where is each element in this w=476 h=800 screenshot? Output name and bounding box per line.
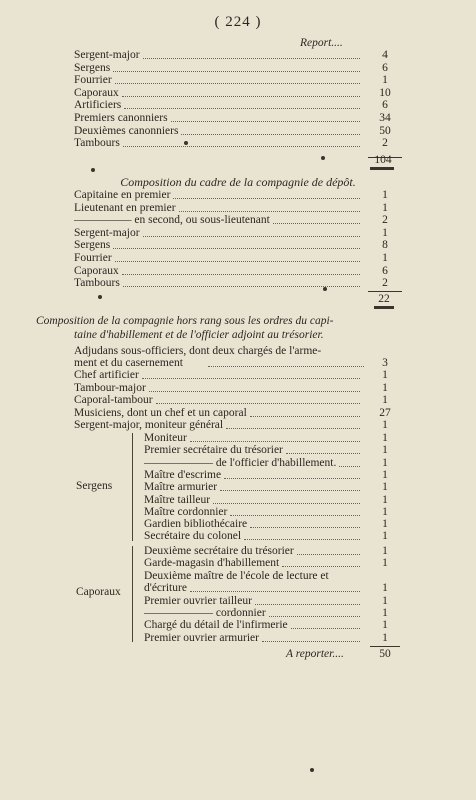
ledger-row <box>0 444 476 457</box>
ledger-row <box>0 277 476 290</box>
ledger-value: 1 <box>382 394 388 407</box>
ledger-label: Maître d'escrime <box>144 468 222 481</box>
ledger-label: Caporaux <box>74 264 119 277</box>
ledger-row <box>0 99 476 112</box>
leader-dots <box>113 62 360 72</box>
section3-intro-line1: Adjudans sous-officiers, dont deux chargés de l'arme- <box>74 345 322 357</box>
ledger-value: 1 <box>382 582 388 595</box>
ledger-label: Musiciens, dont un chef et un caporal <box>74 406 247 419</box>
ledger-value: 1 <box>382 419 388 432</box>
ledger-value: 1 <box>382 631 388 644</box>
carry-forward-row <box>0 648 476 661</box>
ledger-row <box>0 457 476 470</box>
ledger-row <box>0 557 476 570</box>
ledger-row <box>0 607 476 620</box>
ledger-row <box>0 252 476 265</box>
ledger-label: Maître tailleur <box>144 493 211 506</box>
ledger-label: d'écriture <box>144 582 187 595</box>
leader-dots <box>339 457 360 467</box>
ledger-row <box>0 394 476 407</box>
ledger-value: 1 <box>382 74 388 87</box>
ledger-label: Maître cordonnier <box>144 505 228 518</box>
caporaux-group-label: Caporaux <box>76 586 121 598</box>
ledger-value: 1 <box>382 619 388 632</box>
ledger-label: Sergens <box>74 61 111 74</box>
leader-dots <box>250 407 360 417</box>
ledger-label: Maître armurier <box>144 481 218 494</box>
ledger-value: 1 <box>382 468 388 481</box>
ledger-value: 1 <box>382 607 388 619</box>
ledger-label: Lieutenant en premier <box>74 201 176 214</box>
ledger-label: Premier secrétaire du trésorier <box>144 444 283 457</box>
ledger-label: Secrétaire du colonel <box>144 530 242 543</box>
ledger-row <box>0 619 476 632</box>
ink-spot <box>184 141 188 145</box>
sergens-group-label: Sergens <box>76 480 113 492</box>
ledger-value: 4 <box>382 49 388 61</box>
ledger-label: Sergent-major <box>74 226 140 239</box>
ledger-row <box>0 369 476 382</box>
leader-dots <box>143 49 360 59</box>
ledger-value: 6 <box>382 99 388 112</box>
ledger-value: 6 <box>382 264 388 277</box>
leader-dots <box>190 432 360 442</box>
ledger-label: ————— en second, ou sous-lieutenant <box>74 214 270 227</box>
ledger-value: 1 <box>382 252 388 264</box>
ledger-row <box>0 570 476 583</box>
leader-dots <box>179 202 360 212</box>
ledger-value: 1 <box>382 594 388 607</box>
leader-dots <box>115 74 360 84</box>
ledger-row <box>0 518 476 531</box>
ledger-row <box>0 74 476 87</box>
ledger-value: 1 <box>382 444 388 457</box>
ledger-value: 1 <box>382 493 388 506</box>
ledger-label: Sergens <box>74 239 111 252</box>
carry-forward-label: A reporter.... <box>286 648 344 660</box>
leader-dots <box>269 607 360 617</box>
ledger-row <box>0 494 476 507</box>
leader-dots <box>123 277 360 287</box>
section3-heading-line2: taine d'habillement et de l'officier adjoint au trésorier. <box>74 329 324 341</box>
ledger-row <box>0 202 476 215</box>
ledger-value: 8 <box>382 239 388 252</box>
ledger-label: Caporal-tambour <box>74 394 153 407</box>
ledger-value: 1 <box>382 432 388 444</box>
leader-dots <box>273 214 360 224</box>
ledger-value: 1 <box>382 530 388 543</box>
ledger-label: Tambour-major <box>74 381 146 394</box>
ledger-label: Premier ouvrier armurier <box>144 631 259 644</box>
ledger-row <box>0 582 476 595</box>
leader-dots <box>173 189 360 199</box>
ledger-value: 2 <box>382 214 388 227</box>
ledger-value: 1 <box>382 381 388 394</box>
page-number: ( 224 ) <box>214 14 262 30</box>
ledger-row <box>0 227 476 240</box>
leader-dots <box>244 530 360 540</box>
leader-dots <box>208 357 364 367</box>
leader-dots <box>224 469 360 479</box>
ledger-value: 1 <box>382 505 388 518</box>
leader-dots <box>171 112 360 122</box>
ledger-value: 6 <box>382 61 388 74</box>
ledger-row <box>0 419 476 432</box>
ink-spot <box>323 287 327 291</box>
ledger-row <box>0 239 476 252</box>
ledger-row <box>0 432 476 445</box>
ledger-label: Deuxième secrétaire du trésorier <box>144 545 294 557</box>
ledger-value: 1 <box>382 545 388 557</box>
ledger-row <box>0 214 476 227</box>
leader-dots <box>156 394 360 404</box>
leader-dots <box>143 227 360 237</box>
leader-dots <box>230 506 360 516</box>
ledger-label: Fourrier <box>74 252 112 264</box>
ledger-label: Sergent-major <box>74 49 140 61</box>
ledger-label: Chargé du détail de l'infirmerie <box>144 619 288 632</box>
ledger-row <box>0 481 476 494</box>
ledger-row <box>0 62 476 75</box>
section3-intro-line2: ment et du casernement <box>74 357 183 369</box>
carry-forward-value: 50 <box>379 648 391 660</box>
ledger-label: Capitaine en premier <box>74 189 171 201</box>
section3-heading-line1: Composition de la compagnie hors rang sous les ordres du capi- <box>36 315 334 327</box>
total-underline <box>374 306 394 309</box>
ledger-row <box>0 189 476 202</box>
leader-dots <box>291 619 360 629</box>
leader-dots <box>115 252 360 262</box>
total-rule <box>368 291 402 292</box>
leader-dots <box>181 125 360 135</box>
ledger-value: 50 <box>379 124 391 137</box>
ledger-row <box>0 407 476 420</box>
ledger-label: Artificiers <box>74 99 122 112</box>
ledger-label: Chef artificier <box>74 369 139 381</box>
ledger-label: Premiers canonniers <box>74 112 168 124</box>
ledger-value: 1 <box>382 201 388 214</box>
ledger-row <box>0 265 476 278</box>
leader-dots <box>113 239 360 249</box>
ink-spot <box>310 768 314 772</box>
ledger-label: Gardien bibliothécaire <box>144 518 248 531</box>
leader-dots <box>282 557 360 567</box>
ink-spot <box>98 295 102 299</box>
section3-intro-value: 3 <box>382 357 388 369</box>
ledger-label: Caporaux <box>74 86 119 99</box>
ledger-value: 1 <box>382 481 388 494</box>
leader-dots <box>149 382 360 392</box>
ledger-value: 1 <box>382 518 388 531</box>
section2-heading: Composition du cadre de la compagnie de dépôt. <box>120 175 356 189</box>
ledger-label: Garde-magasin d'habillement <box>144 557 280 570</box>
leader-dots <box>123 137 360 147</box>
ledger-row <box>0 112 476 125</box>
section1-total <box>0 154 476 167</box>
total-underline <box>370 167 394 170</box>
section1-total-value: 104 <box>374 154 392 166</box>
ledger-value: 1 <box>382 369 388 381</box>
ledger-value: 34 <box>379 112 391 124</box>
carry-rule <box>370 646 400 647</box>
ledger-row <box>0 87 476 100</box>
ledger-row <box>0 137 476 150</box>
ledger-label: Moniteur <box>144 432 187 444</box>
ledger-row <box>0 545 476 558</box>
leader-dots <box>122 87 360 97</box>
ledger-row <box>0 595 476 608</box>
leader-dots <box>220 481 360 491</box>
ledger-label: Deuxième maître de l'école de lecture et <box>144 569 329 582</box>
report-label: Report.... <box>300 37 343 49</box>
ink-spot <box>91 168 95 172</box>
leader-dots <box>297 545 360 555</box>
leader-dots <box>124 99 360 109</box>
leader-dots <box>250 518 360 528</box>
ledger-value: 1 <box>382 456 388 469</box>
ledger-label: Sergent-major, moniteur général <box>74 419 224 432</box>
ledger-value: 1 <box>382 226 388 239</box>
leader-dots <box>190 582 360 592</box>
section2-total <box>0 293 476 306</box>
ledger-value: 27 <box>379 406 391 419</box>
leader-dots <box>286 444 360 454</box>
ledger-value: 1 <box>382 557 388 570</box>
ink-spot <box>321 156 325 160</box>
leader-dots <box>213 494 360 504</box>
leader-dots <box>262 632 360 642</box>
ledger-value: 1 <box>382 189 388 201</box>
leader-dots <box>255 595 360 605</box>
ledger-row <box>0 632 476 645</box>
ledger-value: 10 <box>379 86 391 99</box>
ledger-label: —————— de l'officier d'habillement. <box>144 456 337 469</box>
ledger-row <box>0 382 476 395</box>
ledger-row <box>0 530 476 543</box>
leader-dots <box>122 265 360 275</box>
leader-dots <box>226 419 360 429</box>
ledger-row <box>0 49 476 62</box>
ledger-label: Deuxièmes canonniers <box>74 124 179 137</box>
leader-dots <box>142 369 360 379</box>
ledger-label: Tambours <box>74 277 120 290</box>
ledger-value: 2 <box>382 137 388 150</box>
section2-total-value: 22 <box>378 293 390 305</box>
ledger-label: —————— cordonnier <box>144 607 266 619</box>
ledger-value: 2 <box>382 277 388 290</box>
ledger-row <box>0 506 476 519</box>
ledger-label: Fourrier <box>74 74 112 87</box>
ledger-label: Premier ouvrier tailleur <box>144 594 252 607</box>
ledger-row <box>0 125 476 138</box>
ledger-label: Tambours <box>74 137 120 150</box>
ledger-row <box>0 469 476 482</box>
